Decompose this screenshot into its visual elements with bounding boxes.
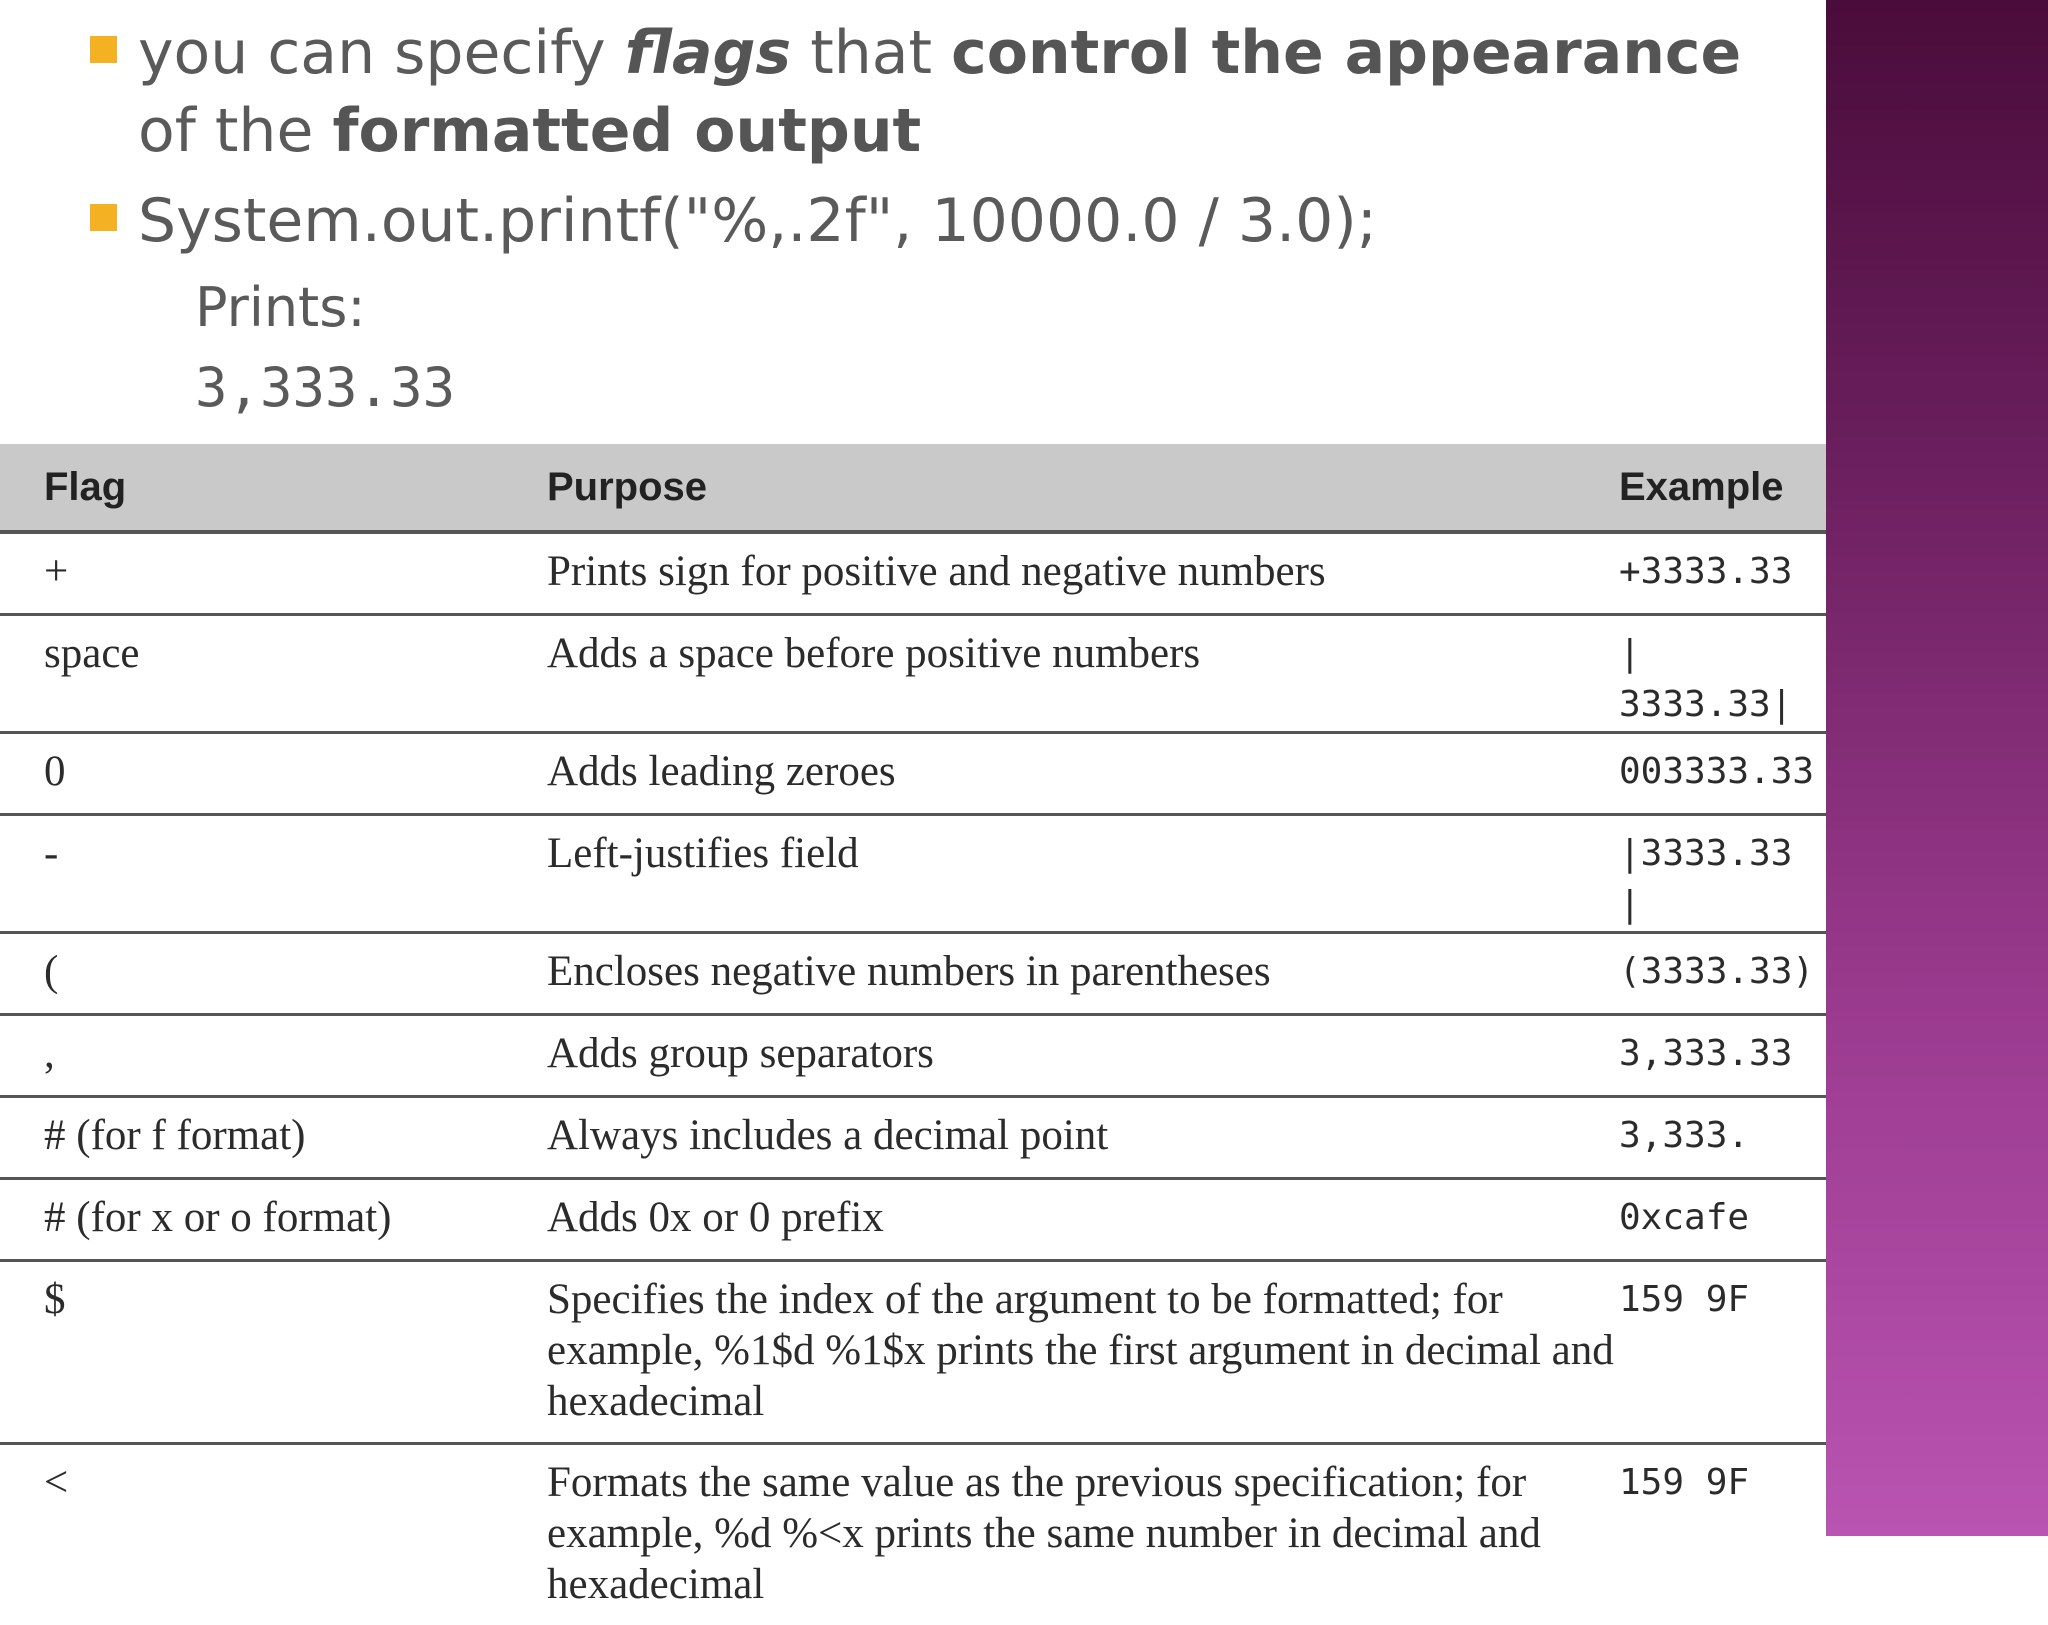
bullet-square-icon <box>90 36 117 63</box>
cell-example: | 3333.33| <box>1619 615 1826 733</box>
bullet-printf-example <box>90 182 1790 260</box>
table-row <box>0 1097 1826 1179</box>
cell-flag: $ <box>0 1261 503 1444</box>
bullet-text-formatted-output: formatted output <box>332 96 921 166</box>
bullet-flags-intro <box>90 14 1790 170</box>
table-row <box>0 615 1826 733</box>
cell-example: +3333.33 <box>1619 532 1826 615</box>
cell-purpose: Adds group separators <box>503 1015 1619 1097</box>
cell-purpose: Adds a space before positive numbers <box>503 615 1619 733</box>
cell-flag: < <box>0 1444 503 1625</box>
bullet-square-icon <box>90 204 117 231</box>
table-row <box>0 532 1826 615</box>
cell-purpose: Formats the same value as the previous specification; for example, %d %<x prints the same number in decimal and hexadecimal <box>503 1444 1619 1625</box>
decorative-purple-sidebar <box>1826 0 2048 1536</box>
table-row <box>0 1261 1826 1444</box>
table-row <box>0 1444 1826 1625</box>
cell-flag: 0 <box>0 733 503 815</box>
bullet-text-2: that <box>791 18 951 88</box>
cell-flag: , <box>0 1015 503 1097</box>
cell-example: 0xcafe <box>1619 1179 1826 1261</box>
cell-purpose: Prints sign for positive and negative numbers <box>503 532 1619 615</box>
cell-flag: space <box>0 615 503 733</box>
bullet-text-flags: flags <box>625 18 791 88</box>
cell-example: 159 9F <box>1619 1444 1826 1625</box>
prints-label: Prints: <box>90 268 1790 348</box>
bullet-text-control: control the appearance <box>951 18 1741 88</box>
table-row <box>0 933 1826 1015</box>
cell-example: 159 9F <box>1619 1261 1826 1444</box>
table-row <box>0 1015 1826 1097</box>
header-example: Example <box>1619 444 1826 532</box>
cell-example: 3,333. <box>1619 1097 1826 1179</box>
flags-table <box>0 444 1826 1625</box>
cell-flag: ( <box>0 933 503 1015</box>
cell-purpose: Adds 0x or 0 prefix <box>503 1179 1619 1261</box>
code-line: System.out.printf("%,.2f", 10000.0 / 3.0); <box>138 186 1377 256</box>
cell-flag: # (for f format) <box>0 1097 503 1179</box>
cell-purpose: Specifies the index of the argument to be formatted; for example, %1$d %1$x prints the first argument in decimal and hexadecimal <box>503 1261 1619 1444</box>
prints-value: 3,333.33 <box>90 348 1790 428</box>
cell-flag: - <box>0 815 503 933</box>
cell-example: 003333.33 <box>1619 733 1826 815</box>
cell-purpose: Adds leading zeroes <box>503 733 1619 815</box>
bullet-list <box>90 14 1790 428</box>
cell-example: |3333.33 | <box>1619 815 1826 933</box>
header-flag: Flag <box>0 444 503 532</box>
cell-purpose: Encloses negative numbers in parentheses <box>503 933 1619 1015</box>
table-row <box>0 815 1826 933</box>
cell-purpose: Always includes a decimal point <box>503 1097 1619 1179</box>
cell-example: 3,333.33 <box>1619 1015 1826 1097</box>
table-header-row <box>0 444 1826 532</box>
table-row <box>0 1179 1826 1261</box>
cell-purpose: Left-justifies field <box>503 815 1619 933</box>
cell-example: (3333.33) <box>1619 933 1826 1015</box>
cell-flag: # (for x or o format) <box>0 1179 503 1261</box>
cell-flag: + <box>0 532 503 615</box>
bullet-text-3: of the <box>138 96 332 166</box>
header-purpose: Purpose <box>503 444 1619 532</box>
table-row <box>0 733 1826 815</box>
bullet-text-1: you can specify <box>138 18 625 88</box>
